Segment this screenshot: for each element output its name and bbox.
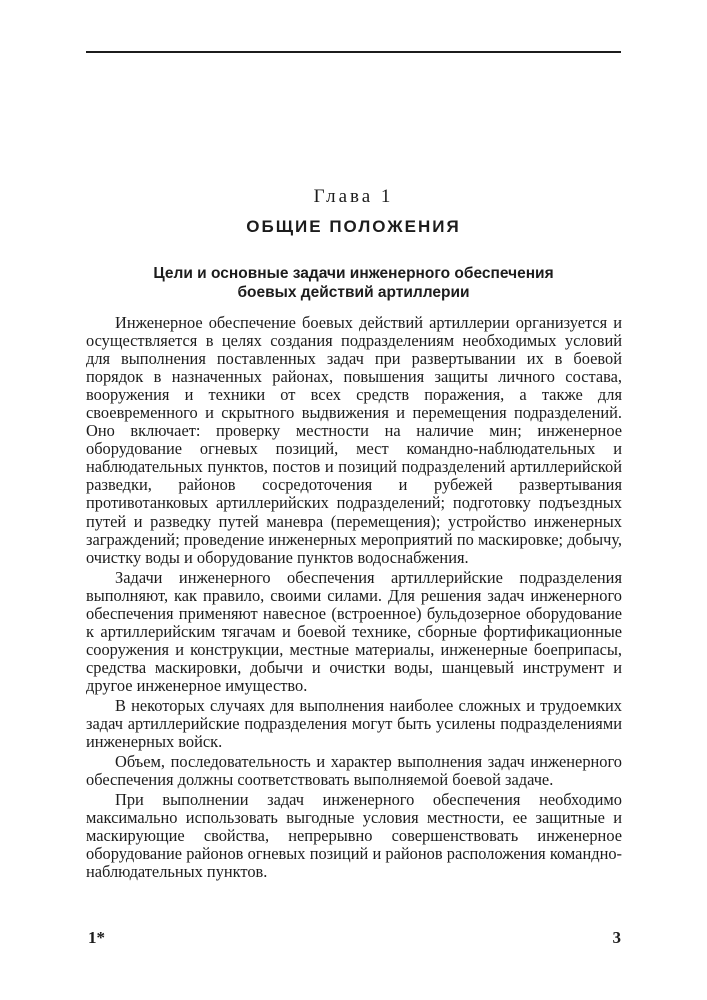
paragraph: Задачи инженерного обеспечения артиллерийские подразделения выполняют, как правило, своими силами. Для решения задач инженерного обеспечения применяют навесное (встроенное) бульдозерное оборудование к артиллерийским тягачам и боевой технике, сборные фортификационные сооружения и конструкции, местные материалы, инженерные боеприпасы, средства маскировки, добычи и очистки воды, шанцевый инструмент и другое инженерное имущество.	[86, 567, 622, 695]
top-rule	[86, 51, 621, 53]
paragraph: В некоторых случаях для выполнения наиболее сложных и трудоемких задач артиллерийские подразделения могут быть усилены подразделениями инженерных войск.	[86, 695, 622, 752]
section-title	[110, 264, 597, 302]
paragraph: Инженерное обеспечение боевых действий артиллерии организуется и осуществляется в целях создания подразделениям необходимых условий для выполнения поставленных задач при развертывании их в боевой порядок в назначенных районах, повышения защиты личного состава, вооружения и техники от всех средств поражения, а также для своевременного и скрытного выдвижения и перемещения подразделений. Оно включает: проверку местности на наличие мин; инженерное оборудование огневых позиций, мест командно-наблюдательных и наблюдательных пунктов, постов и позиций подразделений артиллерийской разведки, районов сосредоточения и рубежей развертывания противотанковых артиллерийских подразделений; подготовку подъездных путей и разведку путей маневра (перемещения); устройство инженерных заграждений; проведение инженерных мероприятий по маскировке; добычу, очистку воды и оборудование пунктов водоснабжения.	[86, 313, 622, 567]
body-text	[86, 314, 622, 881]
chapter-label: Глава 1	[313, 186, 394, 207]
section-title-line-2: боевых действий артиллерии	[237, 284, 470, 301]
paragraph: Объем, последовательность и характер выполнения задач инженерного обеспечения должны соответствовать выполняемой боевой задаче.	[86, 752, 622, 790]
page-number: 3	[612, 928, 621, 947]
signature-mark: 1*	[88, 928, 105, 947]
paragraph: При выполнении задач инженерного обеспечения необходимо максимально использовать выгодные условия местности, ее защитные и маскирующие свойства, непрерывно совершенствовать инженерное оборудование районов огневых позиций и районов расположения командно-наблюдательных пунктов.	[86, 790, 622, 882]
chapter-title: ОБЩИЕ ПОЛОЖЕНИЯ	[246, 217, 461, 236]
section-title-line-1: Цели и основные задачи инженерного обеспечения	[153, 265, 554, 282]
